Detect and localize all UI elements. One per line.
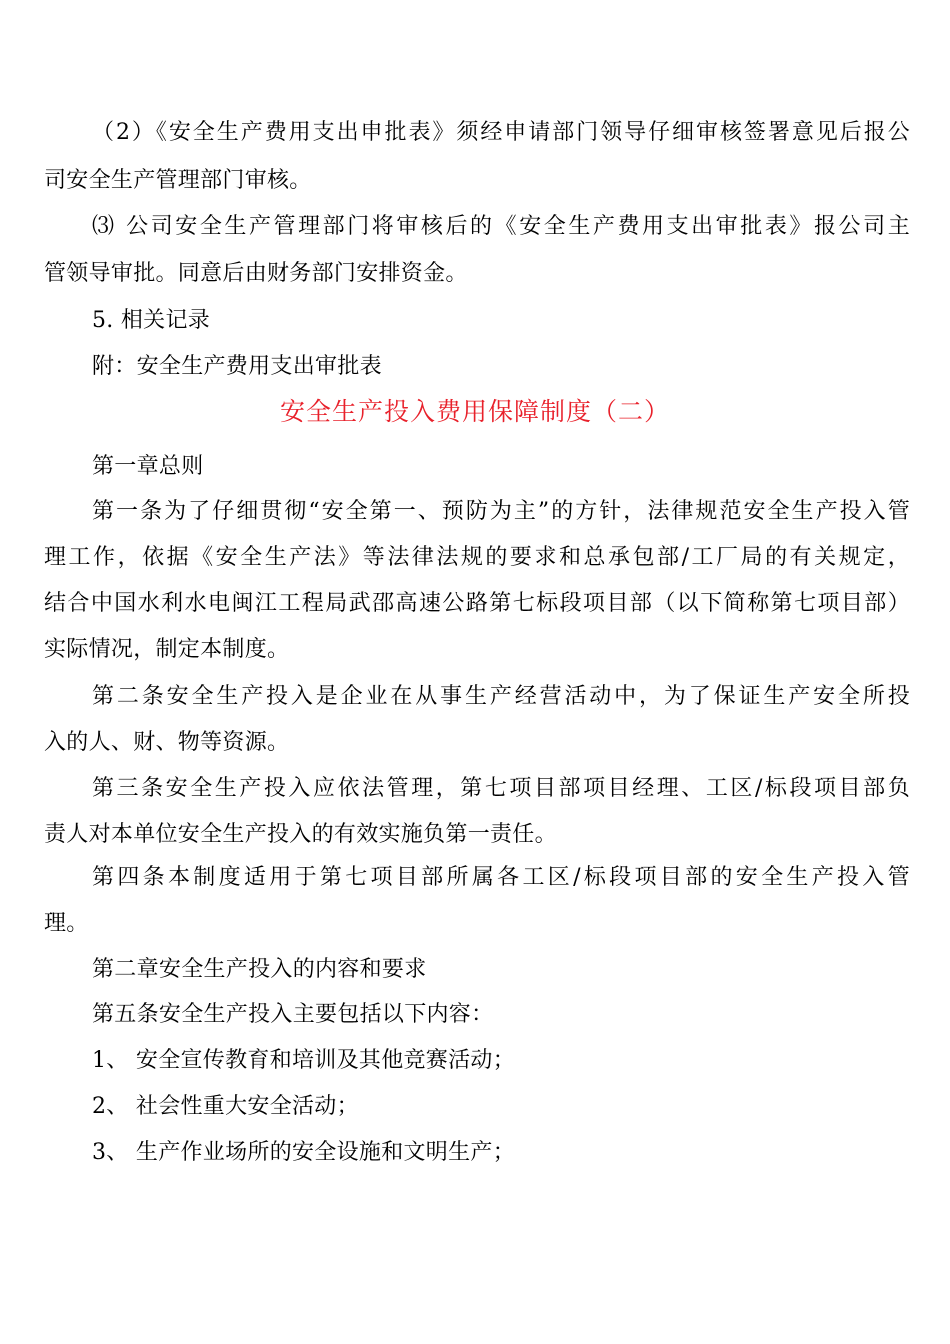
article-2-line-2: 入的人、财、物等资源。 (44, 730, 290, 755)
related-records-heading: 5. 相关记录 (92, 308, 211, 333)
article-1-line-2: 理工作，依据《安全生产法》等法律法规的要求和总承包部/工厂局的有关规定， (44, 545, 910, 570)
list-item-2: 2、 社会性重大安全活动； (92, 1094, 359, 1119)
para-1-line-1: （2）《安全生产费用支出申批表》须经申请部门领导仔细审核签署意见后报公 (92, 120, 910, 145)
para-2-line-2: 管领导审批。同意后由财务部门安排资金。 (44, 261, 468, 286)
article-4-line-1: 第四条本制度适用于第七项目部所属各工区/标段项目部的安全生产投入管 (92, 865, 910, 890)
document-title: 安全生产投入费用保障制度（二） (279, 397, 670, 426)
article-3-line-2: 责人对本单位安全生产投入的有效实施负第一责任。 (44, 822, 557, 847)
article-4-line-2: 理。 (44, 911, 89, 936)
para-1-line-2: 司安全生产管理部门审核。 (44, 168, 312, 193)
article-2-line-1: 第二条安全生产投入是企业在从事生产经营活动中，为了保证生产安全所投 (92, 684, 910, 709)
article-1-line-1: 第一条为了仔细贯彻“安全第一、预防为主”的方针，法律规范安全生产投入管 (92, 499, 910, 524)
appendix-line: 附：安全生产费用支出审批表 (92, 354, 382, 379)
para-2-line-1: ⑶ 公司安全生产管理部门将审核后的《安全生产费用支出审批表》报公司主 (92, 214, 910, 239)
article-1-line-3: 结合中国水利水电闽江工程局武邵高速公路第七标段项目部（以下简称第七项目部） (44, 591, 910, 616)
article-5: 第五条安全生产投入主要包括以下内容： (92, 1002, 494, 1027)
article-3-line-1: 第三条安全生产投入应依法管理，第七项目部项目经理、工区/标段项目部负 (92, 776, 910, 801)
article-1-line-4: 实际情况，制定本制度。 (44, 637, 290, 662)
chapter-1-heading: 第一章总则 (92, 454, 204, 479)
list-item-1: 1、 安全宣传教育和培训及其他竞赛活动； (92, 1048, 515, 1073)
chapter-2-heading: 第二章安全生产投入的内容和要求 (92, 957, 427, 982)
list-item-3: 3、 生产作业场所的安全设施和文明生产； (92, 1140, 515, 1165)
